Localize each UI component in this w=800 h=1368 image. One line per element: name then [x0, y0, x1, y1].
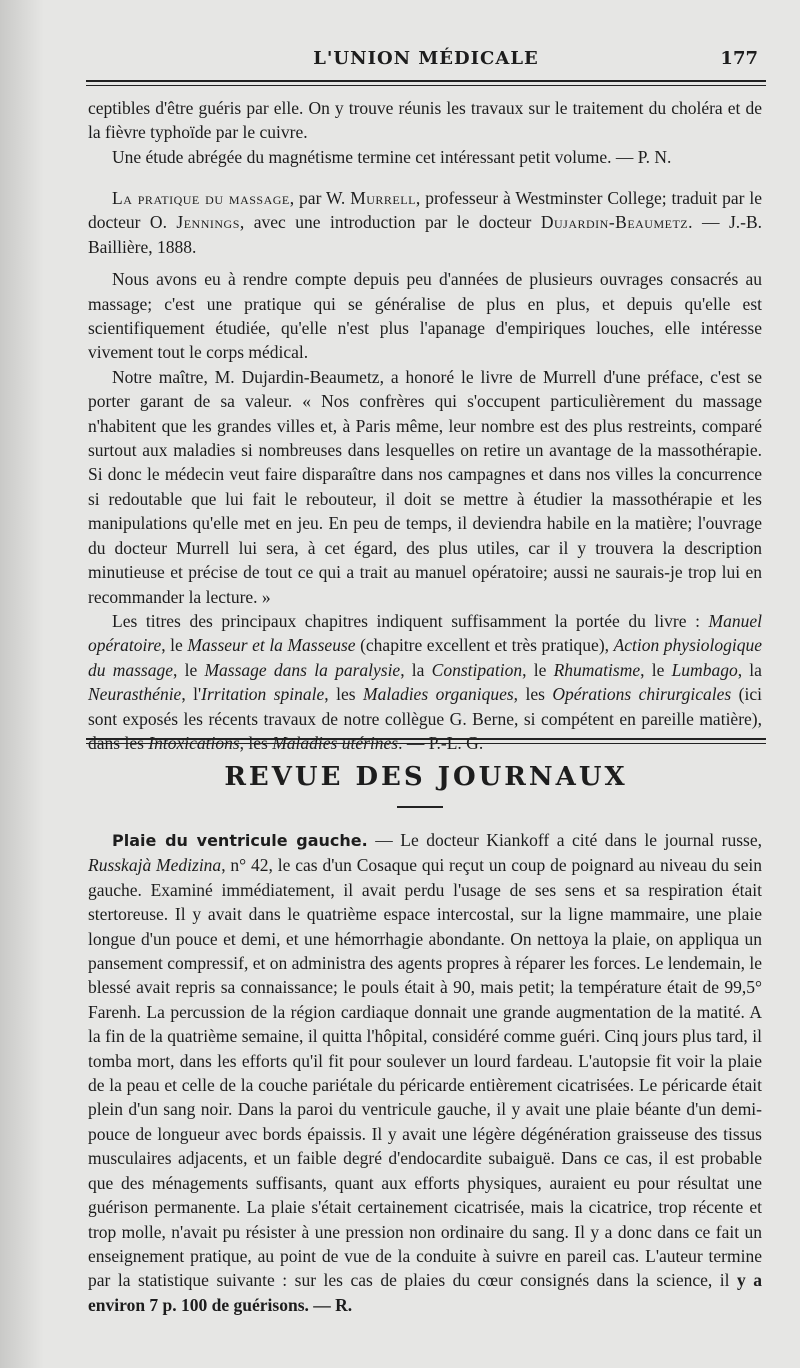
chapter-text: Les titres des principaux chapitres indiquent suffisamment la portée du livre :	[112, 610, 709, 631]
chapter-title: Massage dans la paralysie	[204, 659, 401, 680]
chapter-title: Constipation	[431, 659, 523, 680]
chapter-text: , le	[173, 659, 205, 680]
review-publisher: . — J.-B. Baillière, 1888.	[88, 212, 763, 257]
chapter-title: Intoxications	[148, 732, 240, 753]
chapter-text: , l'	[181, 684, 202, 705]
chapter-text: , le	[161, 635, 188, 656]
chapter-title: Maladies organiques	[363, 684, 514, 705]
review-paragraph: Nous avons eu à rendre compte depuis peu d'années de plusieurs ouvrages consacrés au massage; c'est une pratique qui se généralise de plus en plus, et depuis qu'elle est scientifiquement étudiée, qu'elle n'est plus l'apanage d'empiriques louches, elle intéresse vivement tout le corps médical.	[88, 269, 762, 363]
chapter-text: , le	[522, 659, 554, 680]
continued-paragraph: ceptibles d'être guéris par elle. On y trouve réunis les travaux sur le traitement du choléra et de la fièvre typhoïde par le cuivre.	[88, 98, 762, 143]
top-text	[88, 96, 762, 169]
page-header	[86, 44, 766, 80]
book-review	[88, 186, 762, 755]
chapter-title: Rhumatisme	[553, 659, 641, 680]
chapter-title: Masseur et la Masseuse	[187, 635, 356, 656]
chapter-text: , les	[324, 684, 363, 705]
chapter-text: , le	[640, 659, 672, 680]
header-rule	[86, 80, 766, 86]
chapter-title: Action physiologique du massage	[88, 635, 762, 680]
article-conclusion: y a environ 7 p. 100 de guérisons. — R.	[88, 1270, 763, 1315]
running-head: L'UNION MÉDICALE	[313, 48, 539, 69]
page-gutter-shadow	[0, 0, 44, 1368]
page-number: 177	[720, 48, 758, 69]
chapter-title: Neurasthénie	[88, 684, 182, 705]
chapter-text: (chapitre excellent et très pratique),	[355, 635, 614, 656]
review-intro-author: Dujardin-Beaumetz	[540, 212, 689, 233]
chapter-text: . — P.-L. G.	[398, 732, 484, 753]
chapter-title: Irritation spinale	[201, 684, 325, 705]
journal-name: Russkajà Medizina	[88, 855, 222, 876]
chapter-title: Maladies utérines	[272, 732, 399, 753]
chapter-text: , la	[400, 659, 432, 680]
chapter-text: , les	[513, 684, 553, 705]
article-paragraph: Plaie du ventricule gauche. — Le docteur Kiankoff a cité dans le journal russe, Russkajà Medizina, n° 42, le cas d'un Cosaque qui reçut un coup de poignard au niveau du sein gauche. Examiné immédiatement, il avait perdu l'usage de ses sens et sa respiration était stertoreuse. Il y avait dans le quatrième espace intercostal, sur la ligne mammaire, une plaie longue d'un pouce et demi, et une hémorrhagie abondante. On nettoya la plaie, on appliqua un pansement compressif, et on administra des agents propres à réparer les forces. Le lendemain, le blessé avait repris sa connaissance; le pouls était à 90, mais petit; la température était de 99,5° Farenh. La percussion de la région cardiaque donnait une grande augmentation de la matité. A la fin de la quatrième semaine, il quitta l'hôpital, considéré comme guéri. Cinq jours plus tard, il tomba mort, dans les efforts qu'il fit pour soulever un lourd fardeau. L'autopsie fit voir la plaie de la peau et celle de la couche pariétale du péricarde entièrement cicatrisées. Le péricarde était plein d'un sang noir. Dans la paroi du ventricule gauche, il y avait une plaie béante d'un demi-pouce de longueur avec bords épaissis. Il y avait une légère dégénération graisseuse des tissus musculaires adjacents, et un faible degré d'endocardite subaiguë. Dans ce cas, il est probable que des ménagements suffisants, quant aux efforts physiques, auraient eu pour résultat une guérison permanente. La plaie s'était certainement cicatrisée, mais la cicatrice, trop récente et trop molle, n'avait pu résister à une pression non ordinaire du sang. Il y a donc dans ce fait un enseignement pratique, au point de vue de la conduite à suivre en pareil cas. L'auteur termine par la statistique suivante : sur les cas de plaies du cœur consignés dans la science, il y a environ 7 p. 100 de guérisons. — R.	[88, 830, 763, 1315]
closing-paragraph: Une étude abrégée du magnétisme termine cet intéressant petit volume. — P. N.	[112, 146, 672, 167]
review-chapters-paragraph	[88, 609, 762, 755]
section-title-underline	[397, 806, 443, 808]
section-title: REVUE DES JOURNAUX	[224, 762, 628, 792]
review-translator: Jennings	[176, 212, 240, 233]
article-runin-title: Plaie du ventricule gauche.	[112, 831, 368, 850]
chapter-title: Manuel opératoire	[88, 610, 762, 656]
review-citation: La pratique du massage, par W. Murrell, professeur à Westminster College; traduit par le docteur O. Jennings, avec une introduction par le docteur Dujardin-Beaumetz. — J.-B. Baillière, 1888.	[88, 188, 763, 257]
chapter-text: , la	[737, 659, 762, 680]
chapter-title: Lumbago	[671, 659, 738, 680]
review-book-title: La pratique du massage	[112, 188, 290, 208]
review-paragraph: Notre maître, M. Dujardin-Beaumetz, a honoré le livre de Murrell d'une préface, c'est se porter garant de sa valeur. « Nos confrères qui s'occupent particulièrement du massage n'habitent que les grandes villes et, à Paris même, leur nombre est des plus restreints, comparé surtout aux maladies si nombreuses dans lesquelles on retire un avantage de la massothérapie. Si donc le médecin veut faire disparaître dans nos campagnes et dans nos villes la concurrence si redoutable que lui fait le rebouteur, il doit se mettre à étudier la massothérapie et les manipulations qu'elle met en jeu. En peu de temps, il deviendra habile en la matière; l'ouvrage du docteur Murrell lui sera, à cet égard, des plus utiles, car il y trouvera la description minutieuse et précise de tout ce qui a trait au manuel opératoire; aussi ne saurais-je trop lui en recommander la lecture. »	[88, 366, 762, 607]
chapter-title: Opérations chirurgicales	[552, 684, 732, 705]
chapter-text: , les	[239, 732, 273, 753]
chapter-text: (ici sont exposés les récents travaux de notre collègue G. Berne, si compétent en pareille matière), dans les	[88, 684, 762, 753]
section-rule	[86, 738, 766, 744]
review-author: Murrell	[350, 188, 416, 208]
journal-article	[88, 828, 762, 1317]
